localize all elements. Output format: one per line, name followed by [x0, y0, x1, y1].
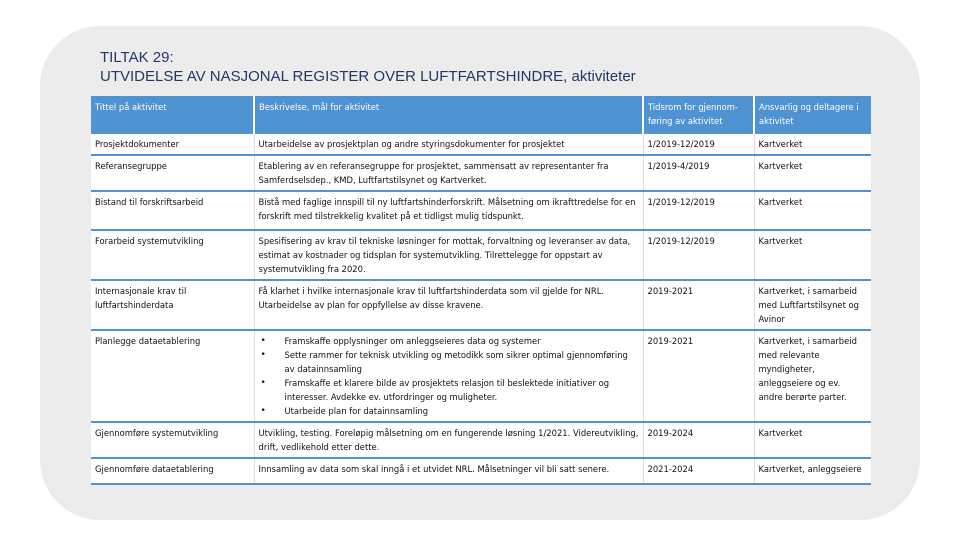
- cell-title: Planlegge dataetablering: [91, 330, 254, 422]
- cell-period: 2019-2024: [643, 422, 754, 458]
- cell-description: Bistå med faglige innspill til ny luftfartshinderforskrift. Målsetning om ikrafttredelse for en forskrift med tilstrekkelig kvalitet på et tidligst mulig tidspunkt.: [254, 191, 643, 230]
- bullet-text: Framskaffe et klarere bilde av prosjektets relasjon til beslektede initiativer og interesser. Avdekke ev. utfordringer og muligheter.: [284, 378, 610, 402]
- cell-period: 2019-2021: [643, 330, 754, 422]
- cell-title: Internasjonale krav til luftfartshinderdata: [91, 280, 254, 330]
- table-row: [91, 155, 871, 191]
- cell-period: 1/2019-12/2019: [643, 191, 754, 230]
- cell-responsible: Kartverket: [754, 191, 871, 230]
- bullet-icon: •: [260, 378, 266, 388]
- cell-description: Utvikling, testing. Foreløpig målsetning om en fungerende løsning 1/2021. Videreutvikling, drift, vedlikehold etter dette.: [254, 422, 643, 458]
- cell-responsible: Kartverket: [754, 230, 871, 280]
- cell-period: 1/2019-4/2019: [643, 155, 754, 191]
- bullet-icon: •: [260, 406, 266, 416]
- bullet-list: [259, 334, 639, 418]
- cell-period: 2019-2021: [643, 280, 754, 330]
- table-row: [91, 330, 871, 422]
- header-responsible: Ansvarlig og deltagere i aktivitet: [754, 96, 871, 134]
- table-row: [91, 422, 871, 458]
- bullet-text: Framskaffe opplysninger om anleggseieres data og systemer: [284, 336, 541, 346]
- bullet-item: [259, 376, 639, 404]
- cell-title: Referansegruppe: [91, 155, 254, 191]
- cell-responsible: Kartverket, i samarbeid med relevante myndigheter, anleggseiere og ev. andre berørte parter.: [754, 330, 871, 422]
- cell-responsible: Kartverket: [754, 155, 871, 191]
- bullet-text: Utarbeide plan for datainnsamling: [284, 406, 429, 416]
- bullet-icon: •: [260, 336, 266, 346]
- header-title: Tittel på aktivitet: [91, 96, 254, 134]
- cell-period: 2021-2024: [643, 458, 754, 484]
- bullet-item: [259, 348, 639, 376]
- table-row: [91, 458, 871, 484]
- table-row: [91, 134, 871, 155]
- table-header-row: [91, 96, 871, 134]
- cell-title: Forarbeid systemutvikling: [91, 230, 254, 280]
- cell-description: Få klarhet i hvilke internasjonale krav til luftfartshinderdata som vil gjelde for NRL. Utarbeidelse av plan for oppfyllelse av disse kravene.: [254, 280, 643, 330]
- cell-title: Gjennomføre systemutvikling: [91, 422, 254, 458]
- cell-title: Bistand til forskriftsarbeid: [91, 191, 254, 230]
- slide-title-line-2: UTVIDELSE AV NASJONAL REGISTER OVER LUFTFARTSHINDRE, aktiviteter: [100, 68, 636, 85]
- cell-responsible: Kartverket, anleggseiere: [754, 458, 871, 484]
- table-row: [91, 280, 871, 330]
- cell-title: Gjennomføre dataetablering: [91, 458, 254, 484]
- cell-description: Utarbeidelse av prosjektplan og andre styringsdokumenter for prosjektet: [254, 134, 643, 155]
- header-period: Tidsrom for gjennom-føring av aktivitet: [643, 96, 754, 134]
- cell-responsible: Kartverket: [754, 134, 871, 155]
- cell-period: 1/2019-12/2019: [643, 230, 754, 280]
- bullet-icon: •: [260, 350, 266, 360]
- cell-responsible: Kartverket, i samarbeid med Luftfartstilsynet og Avinor: [754, 280, 871, 330]
- slide-title-line-1: TILTAK 29:: [100, 49, 174, 66]
- activities-table: [91, 96, 871, 485]
- table-row: [91, 230, 871, 280]
- bullet-item: [259, 334, 639, 348]
- bullet-item: [259, 404, 639, 418]
- cell-responsible: Kartverket: [754, 422, 871, 458]
- cell-description: [254, 330, 643, 422]
- cell-title: Prosjektdokumenter: [91, 134, 254, 155]
- cell-description: Spesifisering av krav til tekniske løsninger for mottak, forvaltning og leveranser av data, estimat av kostnader og tidsplan for systemutvikling. Tilrettelegge for oppstart av systemutvikling fra 2020.: [254, 230, 643, 280]
- slide-title: [100, 48, 636, 86]
- cell-description: Etablering av en referansegruppe for prosjektet, sammensatt av representanter fra Samferdselsdep., KMD, Luftfartstilsynet og Kartverket.: [254, 155, 643, 191]
- table-row: [91, 191, 871, 230]
- bullet-text: Sette rammer for teknisk utvikling og metodikk som sikrer optimal gjennomføring av datainnsamling: [284, 350, 628, 374]
- header-description: Beskrivelse, mål for aktivitet: [254, 96, 643, 134]
- cell-period: 1/2019-12/2019: [643, 134, 754, 155]
- cell-description: Innsamling av data som skal inngå i et utvidet NRL. Målsetninger vil bli satt senere.: [254, 458, 643, 484]
